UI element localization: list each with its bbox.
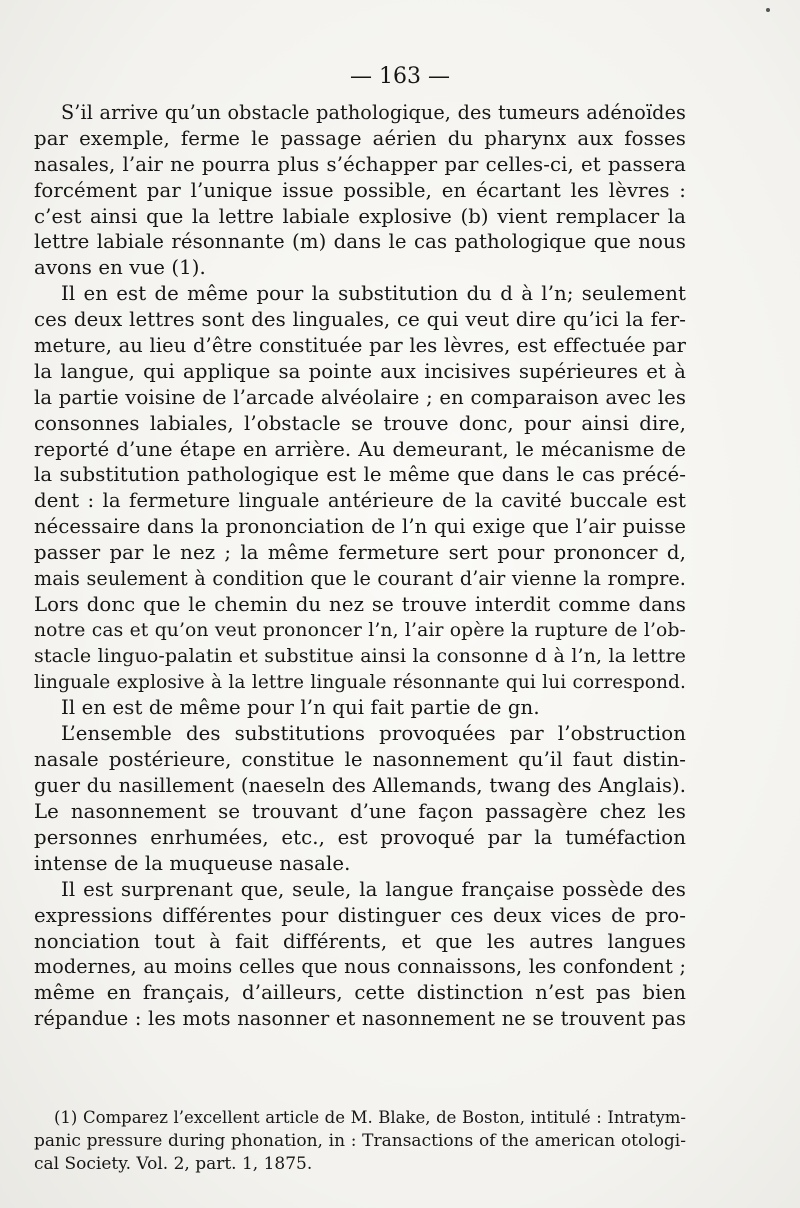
- text-line: ces deux lettres sont des linguales, ce qui veut dire qu’ici la fer-: [34, 308, 686, 332]
- text-line: S’il arrive qu’un obstacle pathologique, des tumeurs adénoïdes: [61, 101, 686, 124]
- text-line: la substitution pathologique est le même que dans le cas précé-: [34, 463, 686, 487]
- text-line: la langue, qui applique sa pointe aux incisives supérieures et à: [34, 359, 686, 383]
- text-line: modernes, au moins celles que nous connaissons, les confondent ;: [34, 955, 686, 979]
- text-line: reporté d’une étape en arrière. Au demeurant, le mécanisme de: [34, 437, 686, 461]
- text-line: forcément par l’unique issue possible, en écartant les lèvres :: [34, 178, 686, 202]
- text-line: répandue : les mots nasonner et nasonnement ne se trouvent pas: [34, 1007, 686, 1031]
- text-line: nasales, l’air ne pourra plus s’échapper par celles-ci, et passera: [34, 152, 686, 176]
- page-number: — 163 —: [350, 64, 450, 89]
- text-line: Il est surprenant que, seule, la langue française possède des: [61, 877, 686, 901]
- text-line: c’est ainsi que la lettre labiale explosive (b) vient remplacer la: [34, 204, 686, 228]
- text-line: nécessaire dans la prononciation de l’n qui exige que l’air puisse: [34, 515, 686, 539]
- body-text: [34, 100, 686, 1032]
- text-line: guer du nasillement (naeseln des Allemands, twang des Anglais).: [34, 774, 686, 798]
- text-line: nonciation tout à fait différents, et que les autres langues: [34, 929, 686, 953]
- text-line: notre cas et qu’on veut prononcer l’n, l’air opère la rupture de l’ob-: [34, 619, 686, 641]
- text-line: consonnes labiales, l’obstacle se trouve donc, pour ainsi dire,: [34, 411, 686, 435]
- text-line: avons en vue (1).: [34, 256, 206, 280]
- text-line: même en français, d’ailleurs, cette distinction n’est pas bien: [34, 981, 686, 1005]
- footnote-line: cal Society. Vol. 2, part. 1, 1875.: [34, 1154, 313, 1174]
- text-line: Le nasonnement se trouvant d’une façon passagère chez les: [34, 800, 686, 824]
- text-line: personnes enrhumées, etc., est provoqué par la tuméfaction: [34, 825, 686, 849]
- text-line: passer par le nez ; la même fermeture sert pour prononcer d,: [34, 541, 686, 565]
- text-line: linguale explosive à la lettre linguale résonnante qui lui correspond.: [34, 671, 686, 693]
- text-line: Il en est de même pour l’n qui fait partie de gn.: [61, 696, 540, 720]
- text-line: Il en est de même pour la substitution du d à l’n; seulement: [61, 282, 686, 306]
- text-line: stacle linguo-palatin et substitue ainsi la consonne d à l’n, la lettre: [34, 644, 686, 667]
- footnote-line: panic pressure during phonation, in : Transactions of the american otologi-: [34, 1130, 686, 1151]
- text-line: expressions différentes pour distinguer ces deux vices de pro-: [34, 903, 686, 927]
- text-line: la partie voisine de l’arcade alvéolaire ; en comparaison avec les: [34, 385, 686, 409]
- text-line: meture, au lieu d’être constituée par les lèvres, est effectuée par: [34, 334, 686, 358]
- text-line: mais seulement à condition que le courant d’air vienne la rompre.: [34, 567, 686, 591]
- footnote-line: (1) Comparez l’excellent article de M. Blake, de Boston, intitulé : Intratym-: [54, 1108, 686, 1127]
- footnote: [34, 1106, 686, 1177]
- text-line: dent : la fermeture linguale antérieure de la cavité buccale est: [34, 489, 686, 513]
- text-line: intense de la muqueuse nasale.: [34, 851, 351, 875]
- ink-spot: [766, 8, 770, 12]
- text-line: Lors donc que le chemin du nez se trouve interdit comme dans: [34, 592, 686, 616]
- text-line: nasale postérieure, constitue le nasonnement qu’il faut distin-: [34, 748, 686, 772]
- text-line: par exemple, ferme le passage aérien du pharynx aux fosses: [34, 126, 686, 150]
- text-line: L’ensemble des substitutions provoquées par l’obstruction: [61, 722, 686, 746]
- text-line: lettre labiale résonnante (m) dans le cas pathologique que nous: [34, 230, 686, 254]
